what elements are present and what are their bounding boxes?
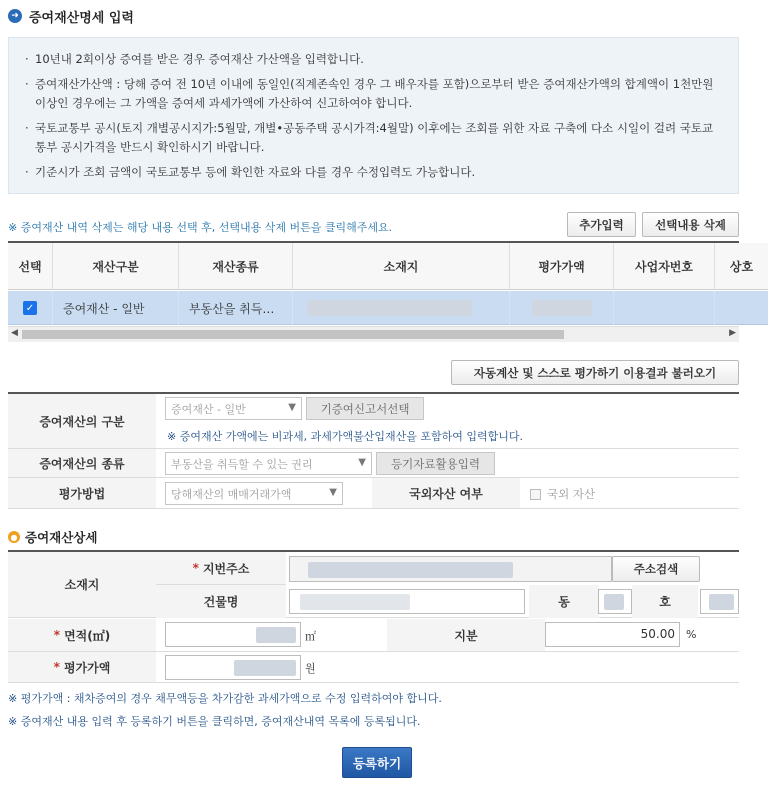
- chevron-down-icon: ▼: [288, 402, 296, 413]
- checkbox-empty-icon[interactable]: [530, 489, 541, 500]
- page-title: [8, 7, 134, 25]
- lot-address-text: 지번주소: [202, 561, 250, 576]
- method-selected-value: 당해재산의 매매거래가액: [171, 487, 292, 501]
- detail-form: [8, 550, 739, 675]
- appraised-value-field[interactable]: [165, 655, 301, 680]
- area-field[interactable]: [165, 622, 301, 647]
- share-label: 지분: [387, 619, 545, 651]
- info-item: · 국토교통부 공시(토지 개별공시지가:5월말, 개별•공동주택 공시가격:4월말) 이후에는 조회를 위한 자료 구축에 다소 시일이 걸려 국토교통부 공시가격을 반드시 확인하시기 바랍니다.: [25, 119, 724, 157]
- grid-header: [8, 243, 768, 290]
- chevron-down-icon: ▼: [358, 457, 366, 468]
- prior-report-button[interactable]: 기증여신고서선택: [306, 397, 424, 420]
- page-title-text: 증여재산명세 입력: [29, 10, 134, 26]
- building-label: 건물명: [156, 585, 286, 618]
- location-label: 소재지: [8, 552, 156, 617]
- footnote: ※ 증여재산 내용 입력 후 등록하기 버튼을 클릭하면, 증여재산내역 목록에 등록됩니다.: [8, 715, 421, 728]
- scroll-right-icon[interactable]: ▶: [729, 328, 736, 338]
- value-cell: [510, 291, 614, 325]
- kind-row: [8, 449, 739, 478]
- redacted-block: [604, 594, 624, 610]
- ho-field[interactable]: [700, 589, 739, 614]
- column-header: 소재지: [293, 243, 510, 290]
- foreign-asset-option[interactable]: [530, 486, 595, 502]
- redacted-block: [256, 627, 296, 643]
- kind-select[interactable]: [165, 452, 372, 475]
- required-mark: *: [192, 561, 199, 575]
- foreign-label: 국외자산 여부: [372, 478, 520, 508]
- redacted-block: [709, 594, 734, 610]
- ho-label: 호: [632, 585, 698, 618]
- redacted-block: [308, 562, 513, 578]
- kind-label: 증여재산의 종류: [8, 449, 156, 477]
- redacted-block: [234, 660, 296, 676]
- value-label: [8, 652, 156, 682]
- column-header: 재산종류: [179, 243, 293, 290]
- add-entry-button[interactable]: 추가입력: [567, 212, 636, 237]
- foreign-asset-label: 국외 자산: [547, 487, 596, 501]
- column-header: 상호: [729, 260, 754, 274]
- info-item: · 10년내 2회이상 증여를 받은 경우 증여재산 가산액을 입력합니다.: [25, 50, 724, 69]
- redacted-block: [532, 300, 592, 316]
- row-select-cell[interactable]: [8, 291, 53, 325]
- info-item: · 증여재산가산액 : 당해 증여 전 10년 이내에 동일인(직계존속인 경우 그 배우자를 포함)으로부터 받은 증여재산가액의 합계액이 1천만원 이상인 경우에는 그 가액을 증여세 과세가액에 가산하여 신고하여야 합니다.: [25, 75, 724, 113]
- category-row: [8, 394, 739, 449]
- info-box: [8, 37, 739, 194]
- kind-selected-value: 부동산을 취득할 수 있는 권리: [171, 457, 313, 471]
- building-name-field[interactable]: [289, 589, 525, 614]
- address-search-button[interactable]: 주소검색: [612, 556, 700, 582]
- location-cell: [293, 291, 510, 325]
- column-header: 사업자번호: [614, 243, 715, 290]
- category-label: 증여재산의 구분: [8, 394, 156, 448]
- table-row[interactable]: [8, 291, 768, 325]
- business-number-cell: [614, 291, 715, 325]
- category-selected-value: 증여재산 - 일반: [171, 402, 246, 416]
- column-header: 평가가액: [510, 243, 614, 290]
- method-select[interactable]: [165, 482, 343, 505]
- lot-address-label: [156, 552, 286, 585]
- column-header: 재산구분: [53, 243, 179, 290]
- scroll-thumb[interactable]: [22, 330, 564, 339]
- method-label: 평가방법: [8, 478, 156, 508]
- delete-selected-button[interactable]: 선택내용 삭제: [642, 212, 739, 237]
- bullet-circle-icon: ●: [8, 531, 20, 543]
- chevron-down-icon: ▼: [329, 487, 337, 498]
- redacted-block: [307, 300, 472, 316]
- scroll-left-icon[interactable]: ◀: [11, 328, 18, 338]
- register-button[interactable]: 등록하기: [342, 747, 412, 778]
- redacted-block: [300, 594, 410, 610]
- category-note: ※ 증여재산 가액에는 비과세, 과세가액불산입재산을 포함하여 입력합니다.: [167, 430, 523, 443]
- method-row: [8, 478, 739, 509]
- kind-cell: 부동산을 취득…: [179, 291, 293, 325]
- share-unit: %: [686, 628, 697, 641]
- area-label: [8, 619, 156, 651]
- required-mark: *: [53, 628, 61, 642]
- info-item: · 기준시가 조회 금액이 국토교통부 등에 확인한 자료와 다를 경우 수정입력도 가능합니다.: [25, 163, 724, 182]
- value-unit: 원: [305, 662, 316, 675]
- gift-property-form: [8, 392, 739, 501]
- category-select[interactable]: [165, 397, 302, 420]
- area-row: [8, 619, 739, 652]
- dong-field[interactable]: [598, 589, 632, 614]
- column-header: 선택: [8, 243, 53, 290]
- required-mark: *: [53, 660, 60, 674]
- dong-label: 동: [529, 585, 599, 618]
- location-row: [8, 552, 739, 618]
- category-cell: 증여재산 - 일반: [53, 291, 179, 325]
- load-auto-calc-button[interactable]: 자동계산 및 스스로 평가하기 이용결과 불러오기: [451, 360, 739, 385]
- area-unit: ㎡: [305, 630, 316, 643]
- checkbox-checked-icon[interactable]: ✓: [23, 301, 37, 315]
- arrow-right-circle-icon: ➜: [8, 9, 22, 23]
- gift-property-grid: [8, 241, 754, 341]
- trade-name-cell: [715, 291, 768, 325]
- value-row: [8, 652, 739, 683]
- registry-data-button[interactable]: 등기자료활용입력: [376, 452, 495, 475]
- delete-notice: ※ 증여재산 내역 삭제는 해당 내용 선택 후, 선택내용 삭제 버튼을 클릭해주세요.: [8, 221, 393, 234]
- value-label-text: 평가가액: [63, 660, 111, 675]
- detail-section-title: [8, 529, 97, 545]
- area-label-text: 면적(㎡): [64, 628, 111, 643]
- horizontal-scrollbar[interactable]: [8, 326, 739, 342]
- share-field[interactable]: 50.00: [545, 622, 680, 647]
- footnote: ※ 평가가액 : 채차증여의 경우 채무액등을 차가감한 과세가액으로 수정 입력하여야 합니다.: [8, 692, 442, 705]
- lot-address-field[interactable]: [289, 556, 612, 582]
- detail-title-text: 증여재산상세: [25, 530, 98, 545]
